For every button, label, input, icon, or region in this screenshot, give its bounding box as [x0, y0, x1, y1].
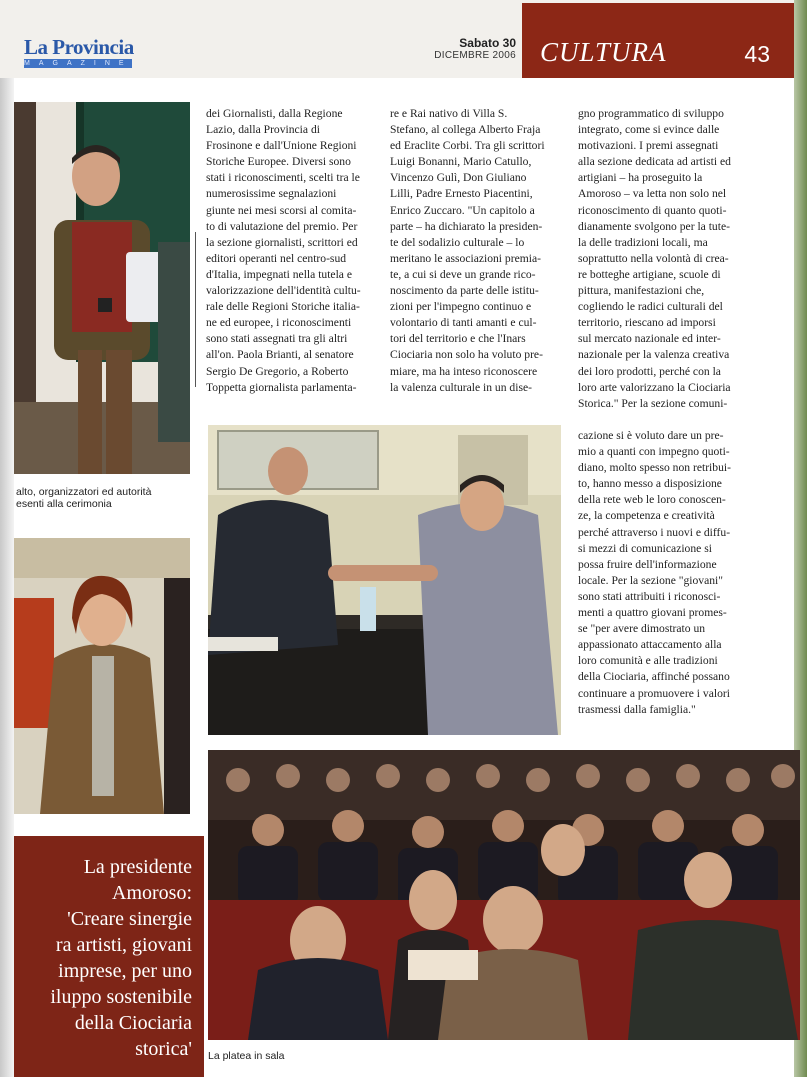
article-line: la valenza culturale in un dise- — [390, 380, 532, 394]
article-line: cazione si è voluto dare un pre- — [578, 429, 724, 442]
article-line: la delle tradizioni locali, ma — [578, 235, 708, 249]
article-line: continuare a promuovere i valori — [578, 686, 730, 700]
article-line: Vincenzo Gulì, Don Giuliano — [390, 171, 527, 185]
article-line: della Ciociaria, affinché possano — [578, 670, 730, 684]
article-line: to, hanno messo a disposizione — [578, 477, 722, 491]
article-line: si mezzi di comunicazione si — [578, 541, 712, 555]
logo-sub-text: MAGAZINE — [24, 60, 133, 67]
pull-quote-line: iluppo sostenibile — [50, 986, 192, 1008]
article-line: Frosinone e dall'Unione Regioni — [206, 139, 357, 153]
article-line: zioni per l'impegno continuo e — [390, 300, 532, 314]
page-header — [0, 0, 807, 78]
article-line: Toppetta giornalista parlamenta- — [206, 380, 357, 394]
photo-audience — [208, 750, 800, 1040]
article-line: Enrico Zuccaro. "Un capitolo a — [390, 203, 535, 217]
article-line: all'on. Paola Brianti, al senatore — [206, 348, 354, 362]
article-line: ne ed europee, i riconoscimenti — [206, 316, 352, 330]
pull-quote-line: imprese, per uno — [58, 960, 192, 982]
issue-day: Sabato 30 — [459, 36, 516, 50]
article-line: dei loro prodotti, perché con la — [578, 364, 721, 378]
article-column-2 — [390, 106, 564, 396]
article-line: Stefano, al collega Alberto Fraja — [390, 123, 541, 137]
article-line: soprattutto nella volontà di crea- — [578, 251, 729, 265]
article-line: dei Giornalisti, dalla Regione — [206, 107, 343, 120]
article-line: artigiani – ha proseguito la — [578, 171, 703, 185]
issue-date — [420, 36, 516, 62]
article-line: loro arte valorizzano la Ciociaria — [578, 380, 731, 394]
article-line: possa fruire dell'informazione — [578, 557, 717, 571]
article-line: ed Eraclite Corbi. Tra gli scrittori — [390, 139, 545, 153]
article-line: della rete web le loro conoscen- — [578, 493, 726, 507]
article-line: to di valutazione del premio. Per — [206, 219, 358, 233]
article-line: perché attraverso i nuovi e diffu- — [578, 525, 731, 539]
article-line: meritano le associazioni premia- — [390, 251, 541, 265]
caption-line: alto, organizzatori ed autorità — [16, 486, 152, 498]
article-line: sul mercato nazionale ed inter- — [578, 332, 721, 346]
issue-month: DICEMBRE 2006 — [434, 50, 516, 61]
pull-quote-text — [14, 854, 192, 1062]
article-line: tori del territorio e che l'Inars — [390, 332, 526, 346]
column-rule — [195, 232, 196, 387]
article-line: stati i riconoscimenti, scelti tra le — [206, 171, 360, 185]
article-line: diano, molto spesso non retribui- — [578, 461, 731, 475]
article-line: editori operanti nel centro-sud — [206, 251, 347, 265]
photo-audience-caption: La platea in sala — [208, 1050, 285, 1062]
article-line: sono stati attribuiti i riconosci- — [578, 589, 721, 603]
article-line: miare, ma ha inteso riconoscere — [390, 364, 538, 378]
article-line: Amoroso – va letta non solo nel — [578, 187, 727, 201]
article-line: dianamente svolgono per la tute- — [578, 219, 730, 233]
article-line: re botteghe artigiane, scuole di — [578, 267, 721, 281]
magazine-logo — [24, 36, 132, 68]
article-line: gno programmatico di sviluppo — [578, 107, 724, 120]
article-line: se "per avere dimostrato un — [578, 622, 706, 636]
article-line: Sergio De Gregorio, a Roberto — [206, 364, 349, 378]
article-line: Lilli, Padre Ernesto Piacentini, — [390, 187, 533, 201]
pull-quote-line: Amoroso: — [112, 882, 192, 904]
photo-woman — [14, 538, 190, 814]
article-line: riconoscimento di quanto quoti- — [578, 203, 727, 217]
article-line: trasmessi dalla famiglia." — [578, 702, 696, 716]
article-line: Storica." Per la sezione comuni- — [578, 396, 728, 410]
article-line: appassionato attaccamento alla — [578, 638, 722, 652]
photo-award — [208, 425, 561, 735]
article-line: d'Italia, impegnati nella tutela e — [206, 267, 352, 281]
article-line: alla sezione dedicata ad artisti ed — [578, 155, 731, 169]
article-line: Lazio, dalla Provincia di — [206, 123, 320, 137]
article-column-3 — [578, 106, 754, 412]
pull-quote-line: ra artisti, giovani — [55, 934, 192, 956]
article-line: valorizzazione dell'identità cultu- — [206, 284, 361, 298]
article-column-1 — [206, 106, 378, 396]
pull-quote-line: 'Creare sinergie — [67, 908, 192, 930]
section-banner — [522, 3, 794, 78]
photo-organizer — [14, 102, 190, 474]
article-line: menti a quattro giovani promes- — [578, 606, 727, 620]
article-column-3-continued — [578, 428, 754, 718]
article-line: ze, la competenza e creatività — [578, 509, 715, 523]
article-line: giunte nei mesi scorsi al comita- — [206, 203, 357, 217]
article-line: locale. Per la sezione "giovani" — [578, 573, 723, 587]
pull-quote-line: storica' — [135, 1038, 192, 1060]
photo-organizer-caption — [16, 486, 192, 510]
section-title: CULTURA — [540, 37, 667, 67]
article-line: Ciociaria non solo ha voluto pre- — [390, 348, 543, 362]
article-line: rale delle Regioni Storiche italia- — [206, 300, 360, 314]
pull-quote — [14, 836, 204, 1077]
article-line: volontario di tanti amanti e cul- — [390, 316, 537, 330]
article-line: loro comunità e alle tradizioni — [578, 654, 718, 668]
article-line: re e Rai nativo di Villa S. — [390, 107, 508, 120]
article-line: te, a cui si deve un grande rico- — [390, 267, 536, 281]
article-line: pittura, manifestazioni che, — [578, 284, 705, 298]
article-line: sono stati assegnati tra gli altri — [206, 332, 348, 346]
article-line: te del sodalizio culturale – lo — [390, 235, 525, 249]
article-line: numerosissime segnalazioni — [206, 187, 337, 201]
article-line: parte – ha dichiarato la presiden- — [390, 219, 543, 233]
article-line: nazionale per la valenza creativa — [578, 348, 730, 362]
article-line: motivazioni. I premi assegnati — [578, 139, 719, 153]
logo-main-text: La Provincia — [24, 35, 134, 59]
article-line: territorio, riescano ad imporsi — [578, 316, 716, 330]
caption-line: esenti alla cerimonia — [16, 498, 112, 510]
page-number: 43 — [744, 41, 770, 67]
article-line: la sezione giornalisti, scrittori ed — [206, 235, 358, 249]
article-line: Storiche Europee. Diversi sono — [206, 155, 351, 169]
pull-quote-line: della Ciociaria — [74, 1012, 192, 1034]
article-line: noscimento da parte delle istitu- — [390, 284, 539, 298]
article-line: integrato, come si evince dalle — [578, 123, 720, 137]
article-line: cogliendo le radici culturali del — [578, 300, 723, 314]
article-line: Luigi Bonanni, Mario Catullo, — [390, 155, 532, 169]
page-gutter-shadow — [0, 78, 14, 1077]
pull-quote-line: La presidente — [83, 856, 192, 878]
article-line: mio a quanti con impegno quoti- — [578, 445, 730, 459]
